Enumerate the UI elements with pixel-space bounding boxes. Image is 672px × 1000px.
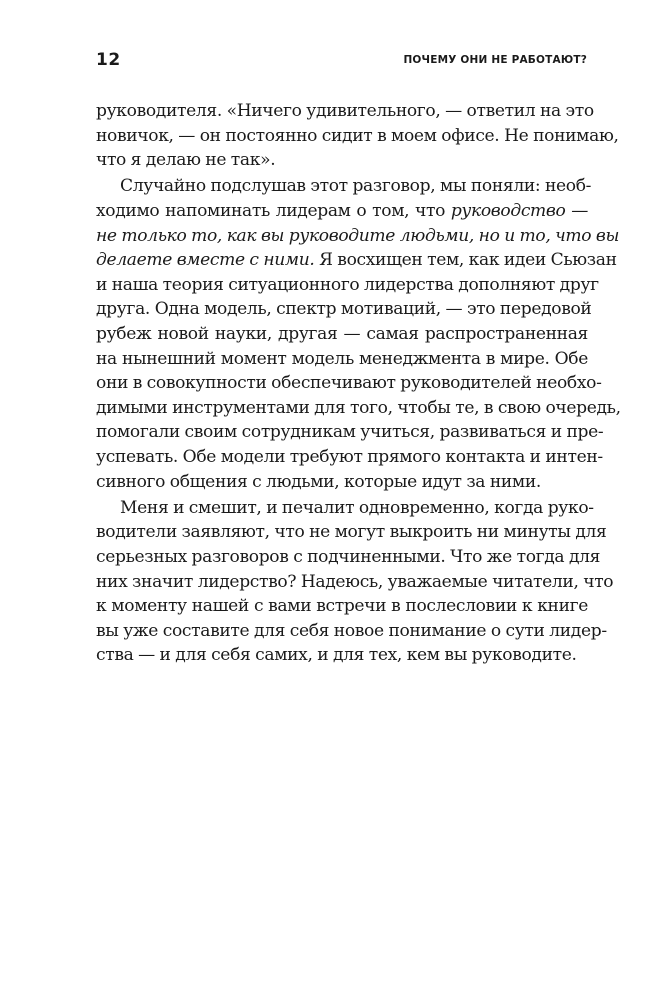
text-line: серьезных разговоров с подчиненными. Что же тогда для bbox=[96, 547, 601, 568]
text-line: друга. Одна модель, спектр мотиваций, — это передовой bbox=[96, 299, 592, 320]
text-line bbox=[96, 199, 588, 224]
text-line: успевать. Обе модели требуют прямого контакта и интен- bbox=[96, 447, 603, 467]
text-line: рубеж новой науки, другая — самая распространенная bbox=[96, 324, 588, 345]
text-line: руководителя. «Ничего удивительного, — ответил на это bbox=[96, 101, 594, 121]
text-line: что я делаю не так». bbox=[96, 150, 276, 171]
body-text bbox=[96, 99, 621, 668]
text-line: помогали своим сотрудникам учиться, развиваться и пре- bbox=[96, 422, 604, 443]
paragraph-1 bbox=[96, 99, 619, 173]
italic-run: делаете вместе с ними. bbox=[96, 250, 315, 271]
text-line: они в совокупности обеспечивают руководителей необхо- bbox=[96, 373, 602, 394]
text-line: Случайно подслушав этот разговор, мы поняли: необ- bbox=[120, 176, 592, 197]
text-line: Меня и смешит, и печалит одновременно, когда руко- bbox=[120, 497, 594, 518]
italic-run: руководство — bbox=[450, 201, 588, 222]
text-run: Я восхищен тем, как идеи Сьюзан bbox=[314, 250, 617, 271]
paragraph-2 bbox=[96, 174, 621, 494]
italic-run: не только то, как вы руководите людьми, но и то, что вы bbox=[96, 225, 620, 246]
text-line bbox=[96, 224, 620, 249]
text-line: и наша теория ситуационного лидерства дополняют друг bbox=[96, 274, 599, 295]
text-line: вы уже составите для себя новое понимание о сути лидер- bbox=[96, 620, 607, 641]
text-line bbox=[96, 248, 617, 273]
paragraph-3 bbox=[96, 496, 614, 668]
text-line: димыми инструментами для того, чтобы те, в свою очередь, bbox=[96, 397, 621, 418]
text-line: на нынешний момент модель менеджмента в мире. Обе bbox=[96, 348, 588, 369]
text-line: к моменту нашей с вами встречи в послесловии к книге bbox=[96, 596, 588, 617]
text-line: них значит лидерство? Надеюсь, уважаемые читатели, что bbox=[96, 571, 614, 592]
text-line: новичок, — он постоянно сидит в моем офисе. Не понимаю, bbox=[96, 125, 619, 146]
page-number: 12 bbox=[96, 50, 121, 70]
text-line: сивного общения с людьми, которые идут за ними. bbox=[96, 471, 541, 492]
text-run: ходимо напоминать лидерам о том, что bbox=[96, 201, 451, 222]
text-line: ства — и для себя самих, и для тех, кем вы руководите. bbox=[96, 645, 577, 666]
text-line: водители заявляют, что не могут выкроить ни минуты для bbox=[96, 522, 607, 543]
running-head: ПОЧЕМУ ОНИ НЕ РАБОТАЮТ? bbox=[403, 54, 587, 66]
